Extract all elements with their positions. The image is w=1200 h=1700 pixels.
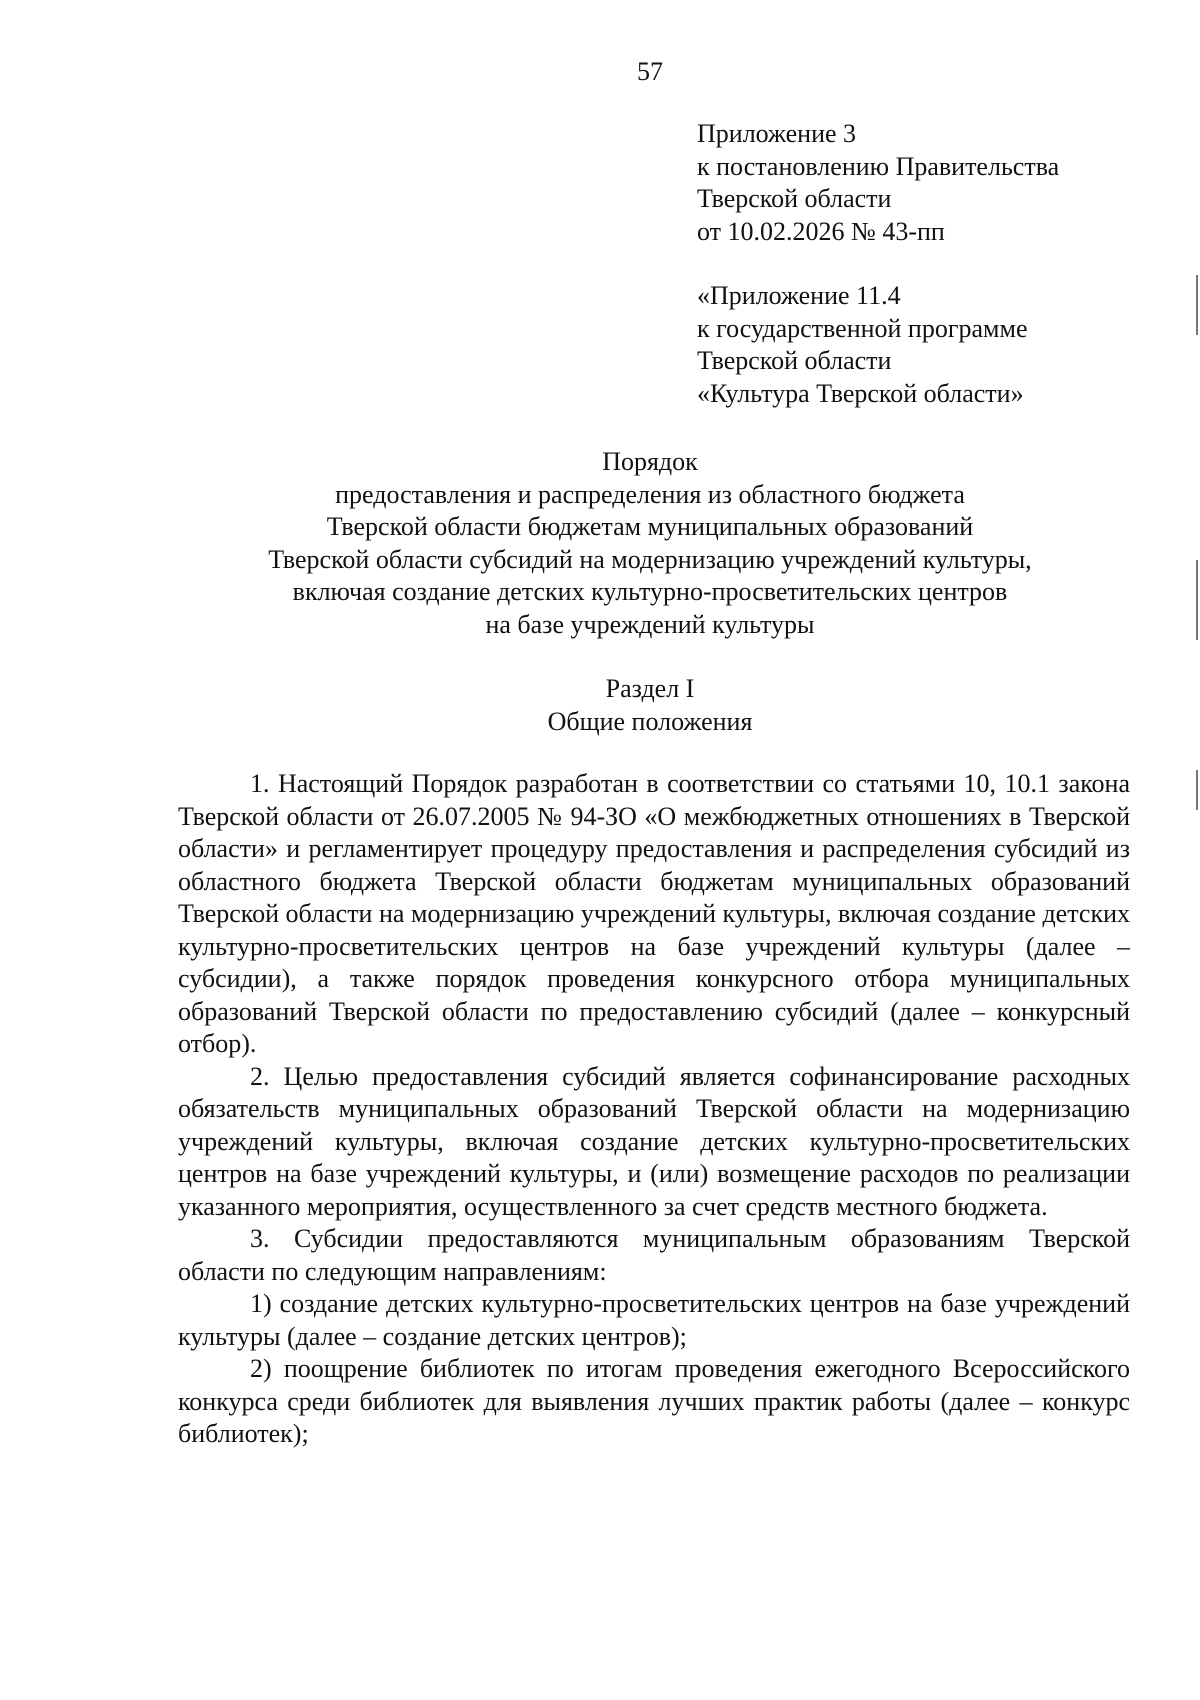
program-appendix-line: «Приложение 11.4 xyxy=(697,281,901,310)
document-title-line: предоставления и распределения из областного бюджета xyxy=(335,479,965,509)
document-title xyxy=(150,446,1150,641)
appendix-header xyxy=(697,118,1167,248)
section-heading xyxy=(150,673,1150,738)
appendix-header-line: к постановлению Правительства xyxy=(697,151,1060,181)
paragraph: 1. Настоящий Порядок разработан в соответствии со статьями 10, 10.1 закона Тверской области от 26.07.2005 № 94-ЗО «О межбюджетных отношениях в Тверской области» и регламентирует процедуру предоставления и распределения субсидий из областного бюджета Тверской области бюджетам муниципальных образований Тверской области на модернизацию учреждений культуры, включая создание детских культурно-просветительских центров на базе учреждений культуры (далее – субсидии), а также порядок проведения конкурсного отбора муниципальных образований Тверской области по предоставлению субсидий (далее – конкурсный отбор). xyxy=(178,769,1130,1058)
document-title-line: Тверской области субсидий на модернизацию учреждений культуры, xyxy=(268,544,1032,574)
document-title-line: на базе учреждений культуры xyxy=(485,609,815,639)
section-title: Общие положения xyxy=(547,706,753,736)
appendix-header-line: Приложение 3 xyxy=(697,119,857,148)
scan-artifact xyxy=(1196,770,1198,810)
document-title-heading: Порядок xyxy=(602,447,698,476)
program-appendix-line: Тверской области xyxy=(697,346,892,375)
page-number: 57 xyxy=(637,57,663,86)
document-title-line: включая создание детских культурно-просветительских центров xyxy=(292,577,1008,606)
scan-artifact xyxy=(1196,275,1198,335)
scan-artifact xyxy=(1196,560,1198,640)
paragraph: 2) поощрение библиотек по итогам проведения ежегодного Всероссийского конкурса среди библиотек для выявления лучших практик работы (далее – конкурс библиотек); xyxy=(178,1354,1130,1448)
document-body xyxy=(178,768,1130,1451)
appendix-header-line: от 10.02.2026 № 43-пп xyxy=(697,216,945,246)
document-title-line: Тверской области бюджетам муниципальных образований xyxy=(326,512,974,541)
paragraph: 2. Целью предоставления субсидий является софинансирование расходных обязательств муниципальных образований Тверской области на модернизацию учреждений культуры, включая создание детских культурно-просветительских центров на базе учреждений культуры, и (или) возмещение расходов по реализации указанного мероприятия, осуществленного за счет средств местного бюджета. xyxy=(178,1061,1130,1221)
program-appendix-line: к государственной программе xyxy=(697,313,1028,343)
appendix-header-line: Тверской области xyxy=(697,184,892,213)
paragraph: 3. Субсидии предоставляются муниципальным образованиям Тверской области по следующим направлениям: xyxy=(178,1224,1130,1286)
paragraph: 1) создание детских культурно-просветительских центров на базе учреждений культуры (далее – создание детских центров); xyxy=(178,1289,1130,1351)
section-number: Раздел I xyxy=(605,674,695,703)
program-appendix-header xyxy=(697,280,1167,410)
program-appendix-line: «Культура Тверской области» xyxy=(697,378,1024,408)
